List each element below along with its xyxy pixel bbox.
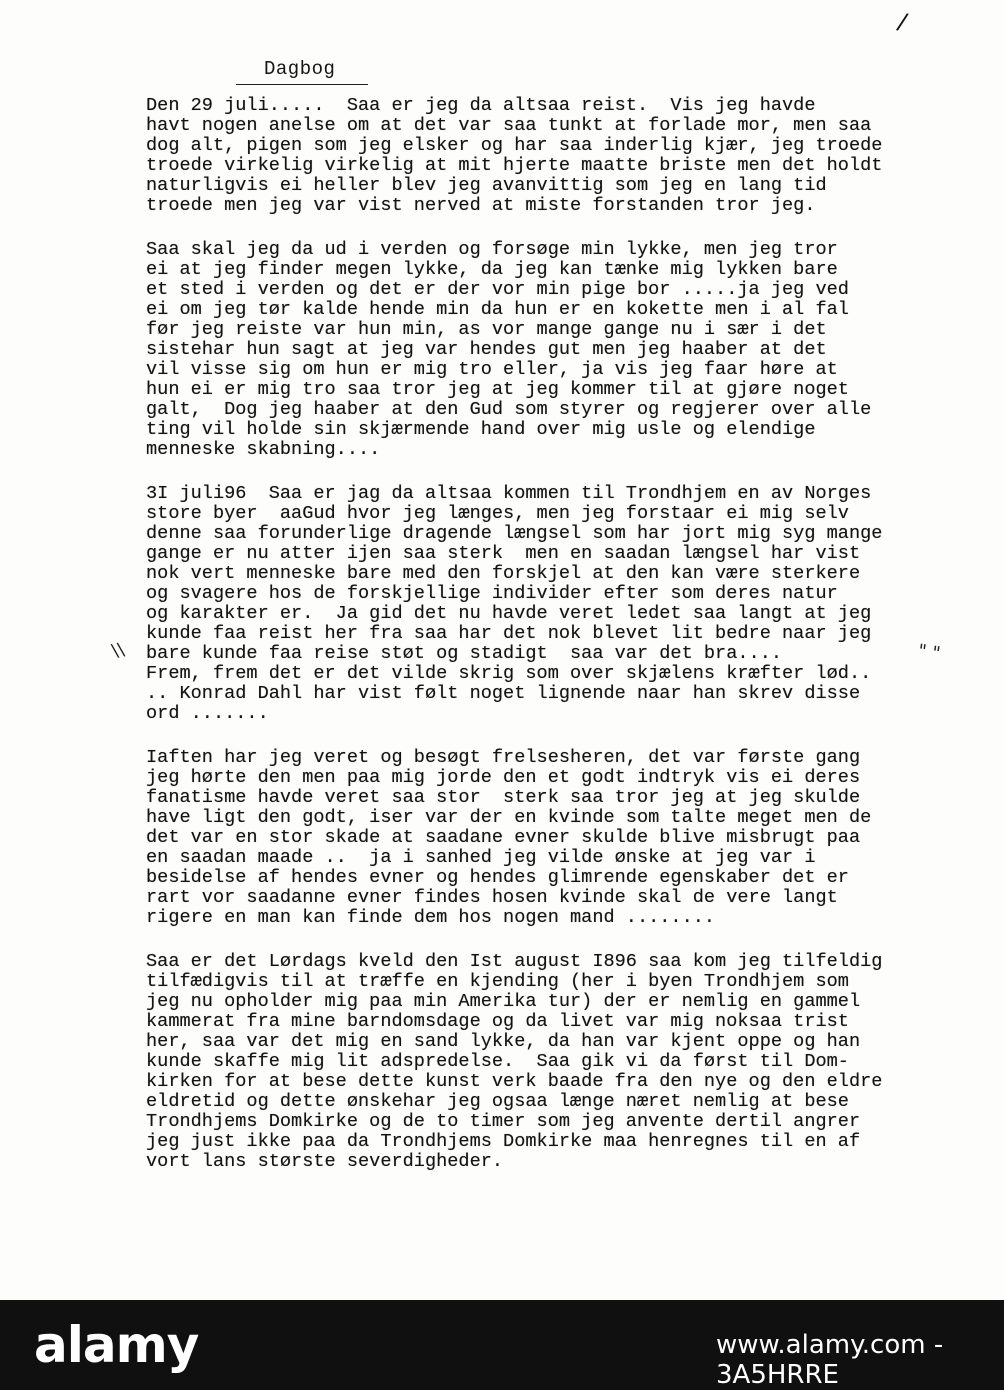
title-underline <box>236 84 368 85</box>
text-line: ei om jeg tør kalde hende min da hun er en kokette men i al fal <box>146 299 849 320</box>
image-id: 3A5HRRE <box>716 1360 839 1390</box>
text-line: hun ei er mig tro saa tror jeg at jeg kommer til at gjøre noget <box>146 379 849 400</box>
text-line: jeg nu opholder mig paa min Amerika tur) der er nemlig en gammel <box>146 991 861 1012</box>
image-id-label: www.alamy.com - 3A5HRRE <box>716 1330 944 1390</box>
text-line: Iaften har jeg veret og besøgt frelsesheren, det var første gang <box>146 747 861 768</box>
text-line: vil visse sig om hun er mig tro eller, ja vis jeg faar høre at <box>146 359 838 380</box>
text-line: jeg just ikke paa da Trondhjems Domkirke maa henregnes til en af <box>146 1131 861 1152</box>
text-line: og svagere hos de forskjellige individer efter som deres natur <box>146 583 838 604</box>
text-line: det var en stor skade at saadane evner skulde blive misbrugt paa <box>146 827 861 848</box>
text-line: bare kunde faa reise støt og stadigt saa var det bra.... <box>146 643 783 664</box>
paragraph-5 <box>146 952 946 1172</box>
text-line: et sted i verden og det er der vor min pige bor .....ja jeg ved <box>146 279 849 300</box>
site-url: www.alamy.com <box>716 1330 926 1360</box>
text-line: kammerat fra mine barndomsdage og da livet var mig noksaa trist <box>146 1011 849 1032</box>
text-line: besidelse af hendes evner og hendes glimrende egenskaber det er <box>146 867 849 888</box>
text-line: fanatisme havde veret saa stor sterk saa tror jeg at jeg skulde <box>146 787 861 808</box>
paragraph-1 <box>146 96 946 216</box>
text-line: en saadan maade .. ja i sanhed jeg vilde ønske at jeg var i <box>146 847 816 868</box>
text-line: før jeg reiste var hun min, as vor mange gange nu i sær i det <box>146 319 827 340</box>
text-line: tilfædigvis til at træffe en kjending (her i byen Trondhjem som <box>146 971 849 992</box>
text-line: dog alt, pigen som jeg elsker og har saa inderlig kjær, jeg troede <box>146 135 883 156</box>
text-line: galt, Dog jeg haaber at den Gud som styrer og regjerer over alle <box>146 399 872 420</box>
margin-mark-left: \\ <box>109 638 127 663</box>
text-line: gange er nu atter ijen saa sterk men en saadan længsel har vist <box>146 543 861 564</box>
text-line: .. Konrad Dahl har vist følt noget lignende naar han skrev disse <box>146 683 861 704</box>
text-line: rigere en man kan finde dem hos nogen mand ........ <box>146 907 716 928</box>
text-line: Saa er det Lørdags kveld den Ist august I896 saa kom jeg tilfeldig <box>146 951 883 972</box>
paragraph-3 <box>146 484 946 724</box>
text-line: kunde faa reist her fra saa har det nok blevet lit bedre naar jeg <box>146 623 872 644</box>
text-line: troede virkelig virkelig at mit hjerte maatte briste men det holdt <box>146 155 883 176</box>
text-line: denne saa forunderlige dragende længsel som har jort mig syg mange <box>146 523 883 544</box>
paragraph-4 <box>146 748 946 928</box>
text-line: Frem, frem det er det vilde skrig som over skjælens kræfter lød.. <box>146 663 872 684</box>
document-title: Dagbog <box>264 58 336 80</box>
paragraph-2 <box>146 240 946 460</box>
text-line: kunde skaffe mig lit adspredelse. Saa gik vi da først til Dom- <box>146 1051 849 1072</box>
text-line: Den 29 juli..... Saa er jeg da altsaa reist. Vis jeg havde <box>146 95 816 116</box>
text-line: have ligt den godt, iser var der en kvinde som talte meget men de <box>146 807 872 828</box>
text-line: Trondhjems Domkirke og de to timer som jeg anvente dertil angrer <box>146 1111 861 1132</box>
text-line: rart vor saadanne evner findes hosen kvinde skal de vere langt <box>146 887 838 908</box>
text-line: her, saa var det mig en sand lykke, da han var kjent oppe og han <box>146 1031 861 1052</box>
text-line: nok vert menneske bare med den forskjel at den kan være sterkere <box>146 563 861 584</box>
text-line: vort lans største severdigheder. <box>146 1151 504 1172</box>
text-line: jeg hørte den men paa mig jorde den et godt indtryk vis ei deres <box>146 767 861 788</box>
page-number: / <box>894 9 911 36</box>
text-line: og karakter er. Ja gid det nu havde veret ledet saa langt at jeg <box>146 603 872 624</box>
text-line: Saa skal jeg da ud i verden og forsøge min lykke, men jeg tror <box>146 239 838 260</box>
text-line: ord ....... <box>146 703 269 724</box>
text-line: troede men jeg var vist nerved at miste forstanden tror jeg. <box>146 195 816 216</box>
text-line: ting vil holde sin skjærmende hand over mig usle og elendige <box>146 419 816 440</box>
brand-logo: alamy <box>34 1316 199 1374</box>
text-line: eldretid og dette ønskehar jeg ogsaa længe næret nemlig at bese <box>146 1091 849 1112</box>
text-line: 3I juli96 Saa er jag da altsaa kommen til Trondhjem en av Norges <box>146 483 872 504</box>
text-line: havt nogen anelse om at det var saa tunkt at forlade mor, men saa <box>146 115 872 136</box>
text-line: ei at jeg finder megen lykke, da jeg kan tænke mig lykken bare <box>146 259 838 280</box>
text-line: store byer aaGud hvor jeg længes, men jeg forstaar ei mig selv <box>146 503 849 524</box>
text-line: menneske skabning.... <box>146 439 381 460</box>
margin-mark-right: " " <box>916 640 942 665</box>
text-line: naturligvis ei heller blev jeg avanvittig som jeg en lang tid <box>146 175 827 196</box>
text-line: sistehar hun sagt at jeg var hendes gut men jeg haaber at det <box>146 339 827 360</box>
text-line: kirken for at bese dette kunst verk baade fra den nye og den eldre <box>146 1071 883 1092</box>
diary-body <box>146 96 946 1196</box>
